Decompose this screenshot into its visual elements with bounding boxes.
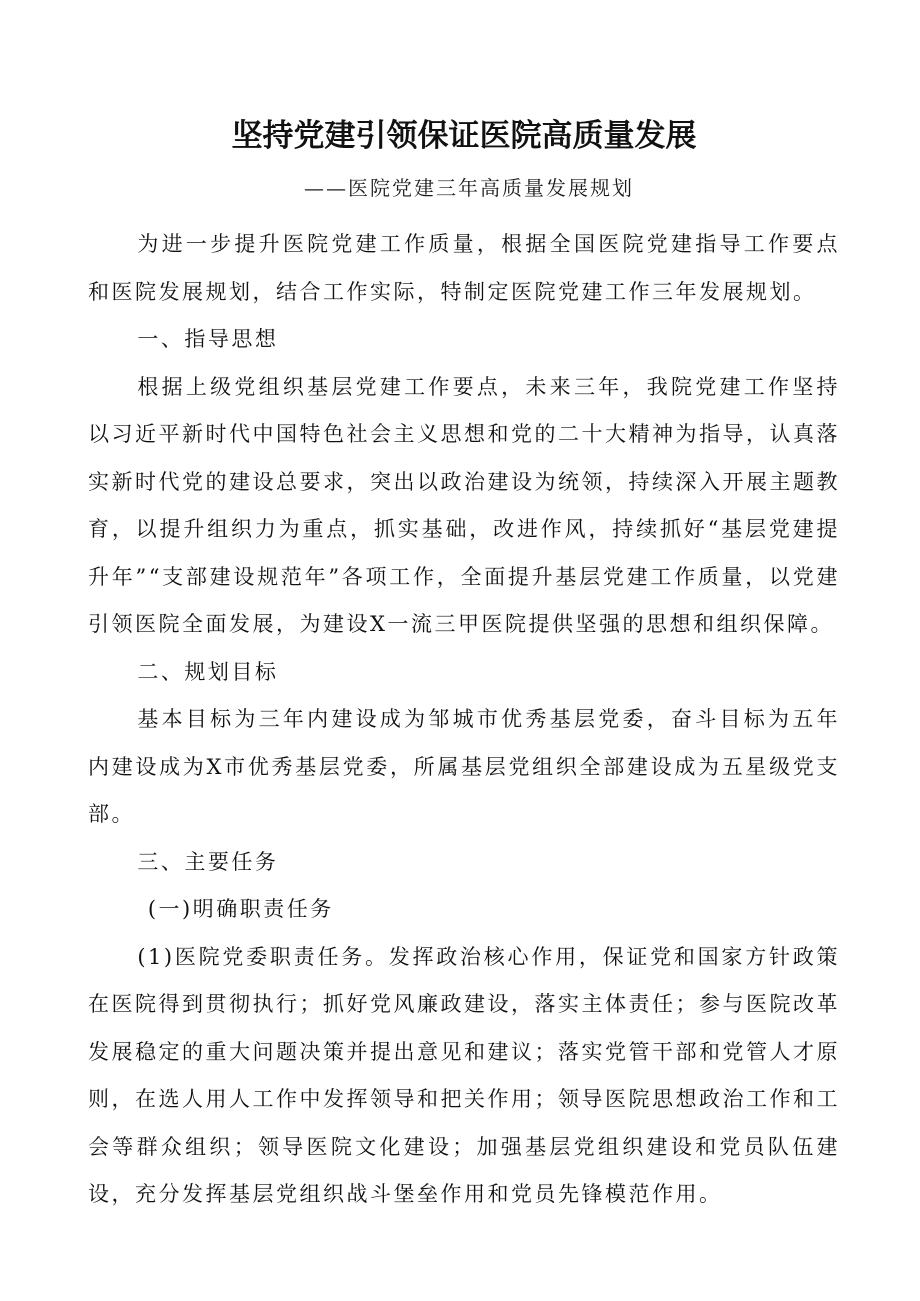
document-title: 坚持党建引领保证医院高质量发展 [231, 118, 697, 154]
planning-goals-paragraph: 基本目标为三年内建设成为邹城市优秀基层党委，奋斗目标为五年内建设成为X市优秀基层党委，所属基层党组织全部建设成为五星级党支部。 [88, 707, 840, 826]
document-body [88, 221, 840, 1219]
party-committee-duties-paragraph: (1)医院党委职责任务。发挥政治核心作用，保证党和国家方针政策在医院得到贯彻执行；抓好党风廉政建设，落实主体责任；参与医院改革发展稳定的重大问题决策并提出意见和建议；落实党管干部和党管人才原则，在选人用人工作中发挥领导和把关作用；领导医院思想政治工作和工会等群众组织；领导医院文化建设；加强基层党组织建设和党员队伍建设，充分发挥基层党组织战斗堡垒作用和党员先锋模范作用。 [88, 944, 840, 1206]
section-heading-main-tasks: 三、主要任务 [137, 849, 279, 874]
document-subtitle: ——医院党建三年高质量发展规划 [304, 176, 634, 200]
section-heading-guiding-ideology: 一、指导思想 [137, 327, 279, 351]
intro-paragraph: 为进一步提升医院党建工作质量，根据全国医院党建指导工作要点和医院发展规划，结合工作实际，特制定医院党建工作三年发展规划。 [88, 232, 840, 304]
subsection-heading-responsibilities: (一)明确职责任务 [147, 897, 334, 921]
section-heading-planning-goals: 二、规划目标 [137, 659, 279, 684]
guiding-ideology-paragraph: 根据上级党组织基层党建工作要点，未来三年，我院党建工作坚持以习近平新时代中国特色社会主义思想和党的二十大精神为指导，认真落实新时代党的建设总要求，突出以政治建设为统领，持续深入开展主题教育，以提升组织力为重点，抓实基础，改进作风，持续抓好“基层党建提升年”“支部建设规范年”各项工作，全面提升基层党建工作质量，以党建引领医院全面发展，为建设X一流三甲医院提供坚强的思想和组织保障。 [88, 374, 840, 636]
